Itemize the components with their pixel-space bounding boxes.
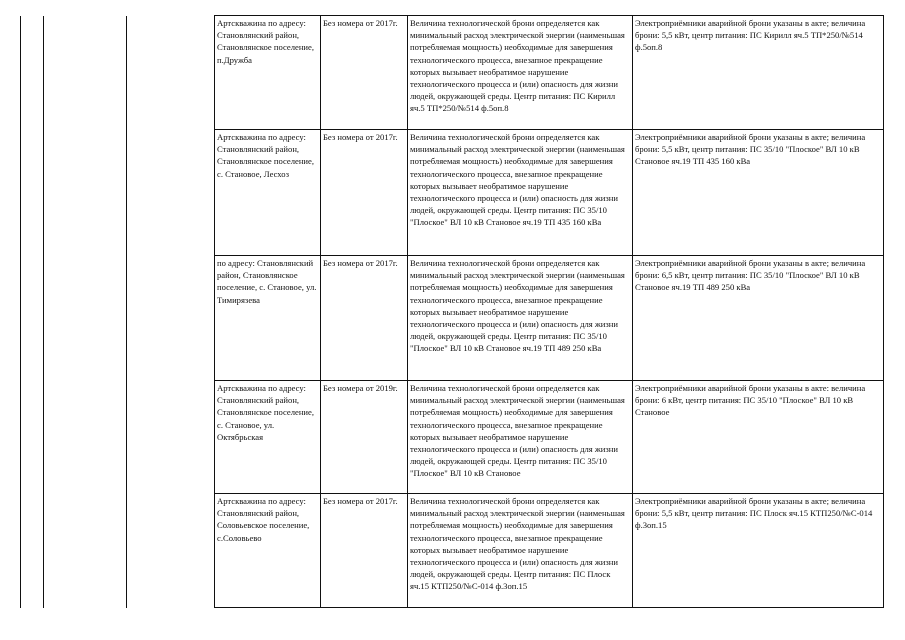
justification-cell: Величина технологической брони определяется как минимальный расход электрической энергии (наименьшая потребляемая мощность) необходимые для завершения технологического процесса, внезапное прекращение которых вызывает необратимое нарушение технологического процесса и (или) опасность для жизни людей, окружающей среды. Центр питания: ПС 35/10 "Плоское" ВЛ 10 кВ Становое яч.19 ТП 489 250 кВа — [408, 256, 633, 381]
object-cell: Артскважина по адресу: Становлянский район, Становлянское поселение, с. Становое, Лесхоз — [215, 130, 321, 256]
justification-cell: Величина технологической брони определяется как минимальный расход электрической энергии (наименьшая потребляемая мощность) необходимые для завершения технологического процесса, внезапное прекращение которых вызывает необратимое нарушение технологического процесса и (или) опасность для жизни людей, окружающей среды. Центр питания: ПС Плоск яч.15 КТП250/№С-014 ф.3оп.15 — [408, 494, 633, 608]
justification-cell: Величина технологической брони определяется как минимальный расход электрической энергии (наименьшая потребляемая мощность) необходимые для завершения технологического процесса, внезапное прекращение которых вызывает необратимое нарушение технологического процесса и (или) опасность для жизни людей, окружающей среды. Центр питания: ПС Кирилл яч.5 ТП*250/№514 ф.5оп.8 — [408, 16, 633, 130]
object-cell: Артскважина по адресу: Становлянский район, Соловьевское поселение, с.Соловьево — [215, 494, 321, 608]
act-cell: Без номера от 2017г. — [321, 494, 408, 608]
object-cell: по адресу: Становлянский район, Становлянское поселение, с. Становое, ул. Тимирязева — [215, 256, 321, 381]
emergency-reserve-cell: Электроприёмники аварийной брони указаны в акте; величина брони: 5,5 кВт, центр питания: ПС Плоск яч.15 КТП250/№С-014 ф.3оп.15 — [633, 494, 884, 608]
emergency-reserve-cell: Электроприёмники аварийной брони указаны в акте; величина брони: 5,5 кВт, центр питания: ПС 35/10 "Плоское" ВЛ 10 кВ Становое яч.19 ТП 435 160 кВа — [633, 130, 884, 256]
justification-cell: Величина технологической брони определяется как минимальный расход электрической энергии (наименьшая потребляемая мощность) необходимые для завершения технологического процесса, внезапное прекращение которых вызывает необратимое нарушение технологического процесса и (или) опасность для жизни людей, окружающей среды. Центр питания: ПС 35/10 "Плоское" ВЛ 10 кВ Становое яч.19 ТП 435 160 кВа — [408, 130, 633, 256]
justification-cell: Величина технологической брони определяется как минимальный расход электрической энергии (наименьшая потребляемая мощность) необходимые для завершения технологического процесса, внезапное прекращение которых вызывает необратимое нарушение технологического процесса и (или) опасность для жизни людей, окружающей среды. Центр питания: ПС 35/10 "Плоское" ВЛ 10 кВ Становое — [408, 381, 633, 494]
act-cell: Без номера от 2017г. — [321, 256, 408, 381]
act-cell: Без номера от 2019г. — [321, 381, 408, 494]
left-border-line-2 — [43, 16, 44, 608]
reserve-table — [214, 15, 884, 608]
table-row — [215, 130, 884, 256]
emergency-reserve-cell: Электроприёмники аварийной брони указаны в акте: величина брони: 6 кВт, центр питания: ПС 35/10 "Плоское" ВЛ 10 кВ Становое — [633, 381, 884, 494]
object-cell: Артскважина по адресу: Становлянский район, Становлянское поселение, п.Дружба — [215, 16, 321, 130]
table-row — [215, 256, 884, 381]
left-border-line-1 — [20, 16, 21, 608]
table-row — [215, 16, 884, 130]
emergency-reserve-cell: Электроприёмники аварийной брони указаны в акте; величина брони: 6,5 кВт, центр питания: ПС 35/10 "Плоское" ВЛ 10 кВ Становое яч.19 ТП 489 250 кВа — [633, 256, 884, 381]
emergency-reserve-cell: Электроприёмники аварийной брони указаны в акте; величина брони: 5,5 кВт, центр питания: ПС Кирилл яч.5 ТП*250/№514 ф.5оп.8 — [633, 16, 884, 130]
table-row — [215, 381, 884, 494]
act-cell: Без номера от 2017г. — [321, 130, 408, 256]
table-row — [215, 494, 884, 608]
object-cell: Артскважина по адресу: Становлянский район, Становлянское поселение, с. Становое, ул. Октябрьская — [215, 381, 321, 494]
left-border-line-3 — [126, 16, 127, 608]
act-cell: Без номера от 2017г. — [321, 16, 408, 130]
